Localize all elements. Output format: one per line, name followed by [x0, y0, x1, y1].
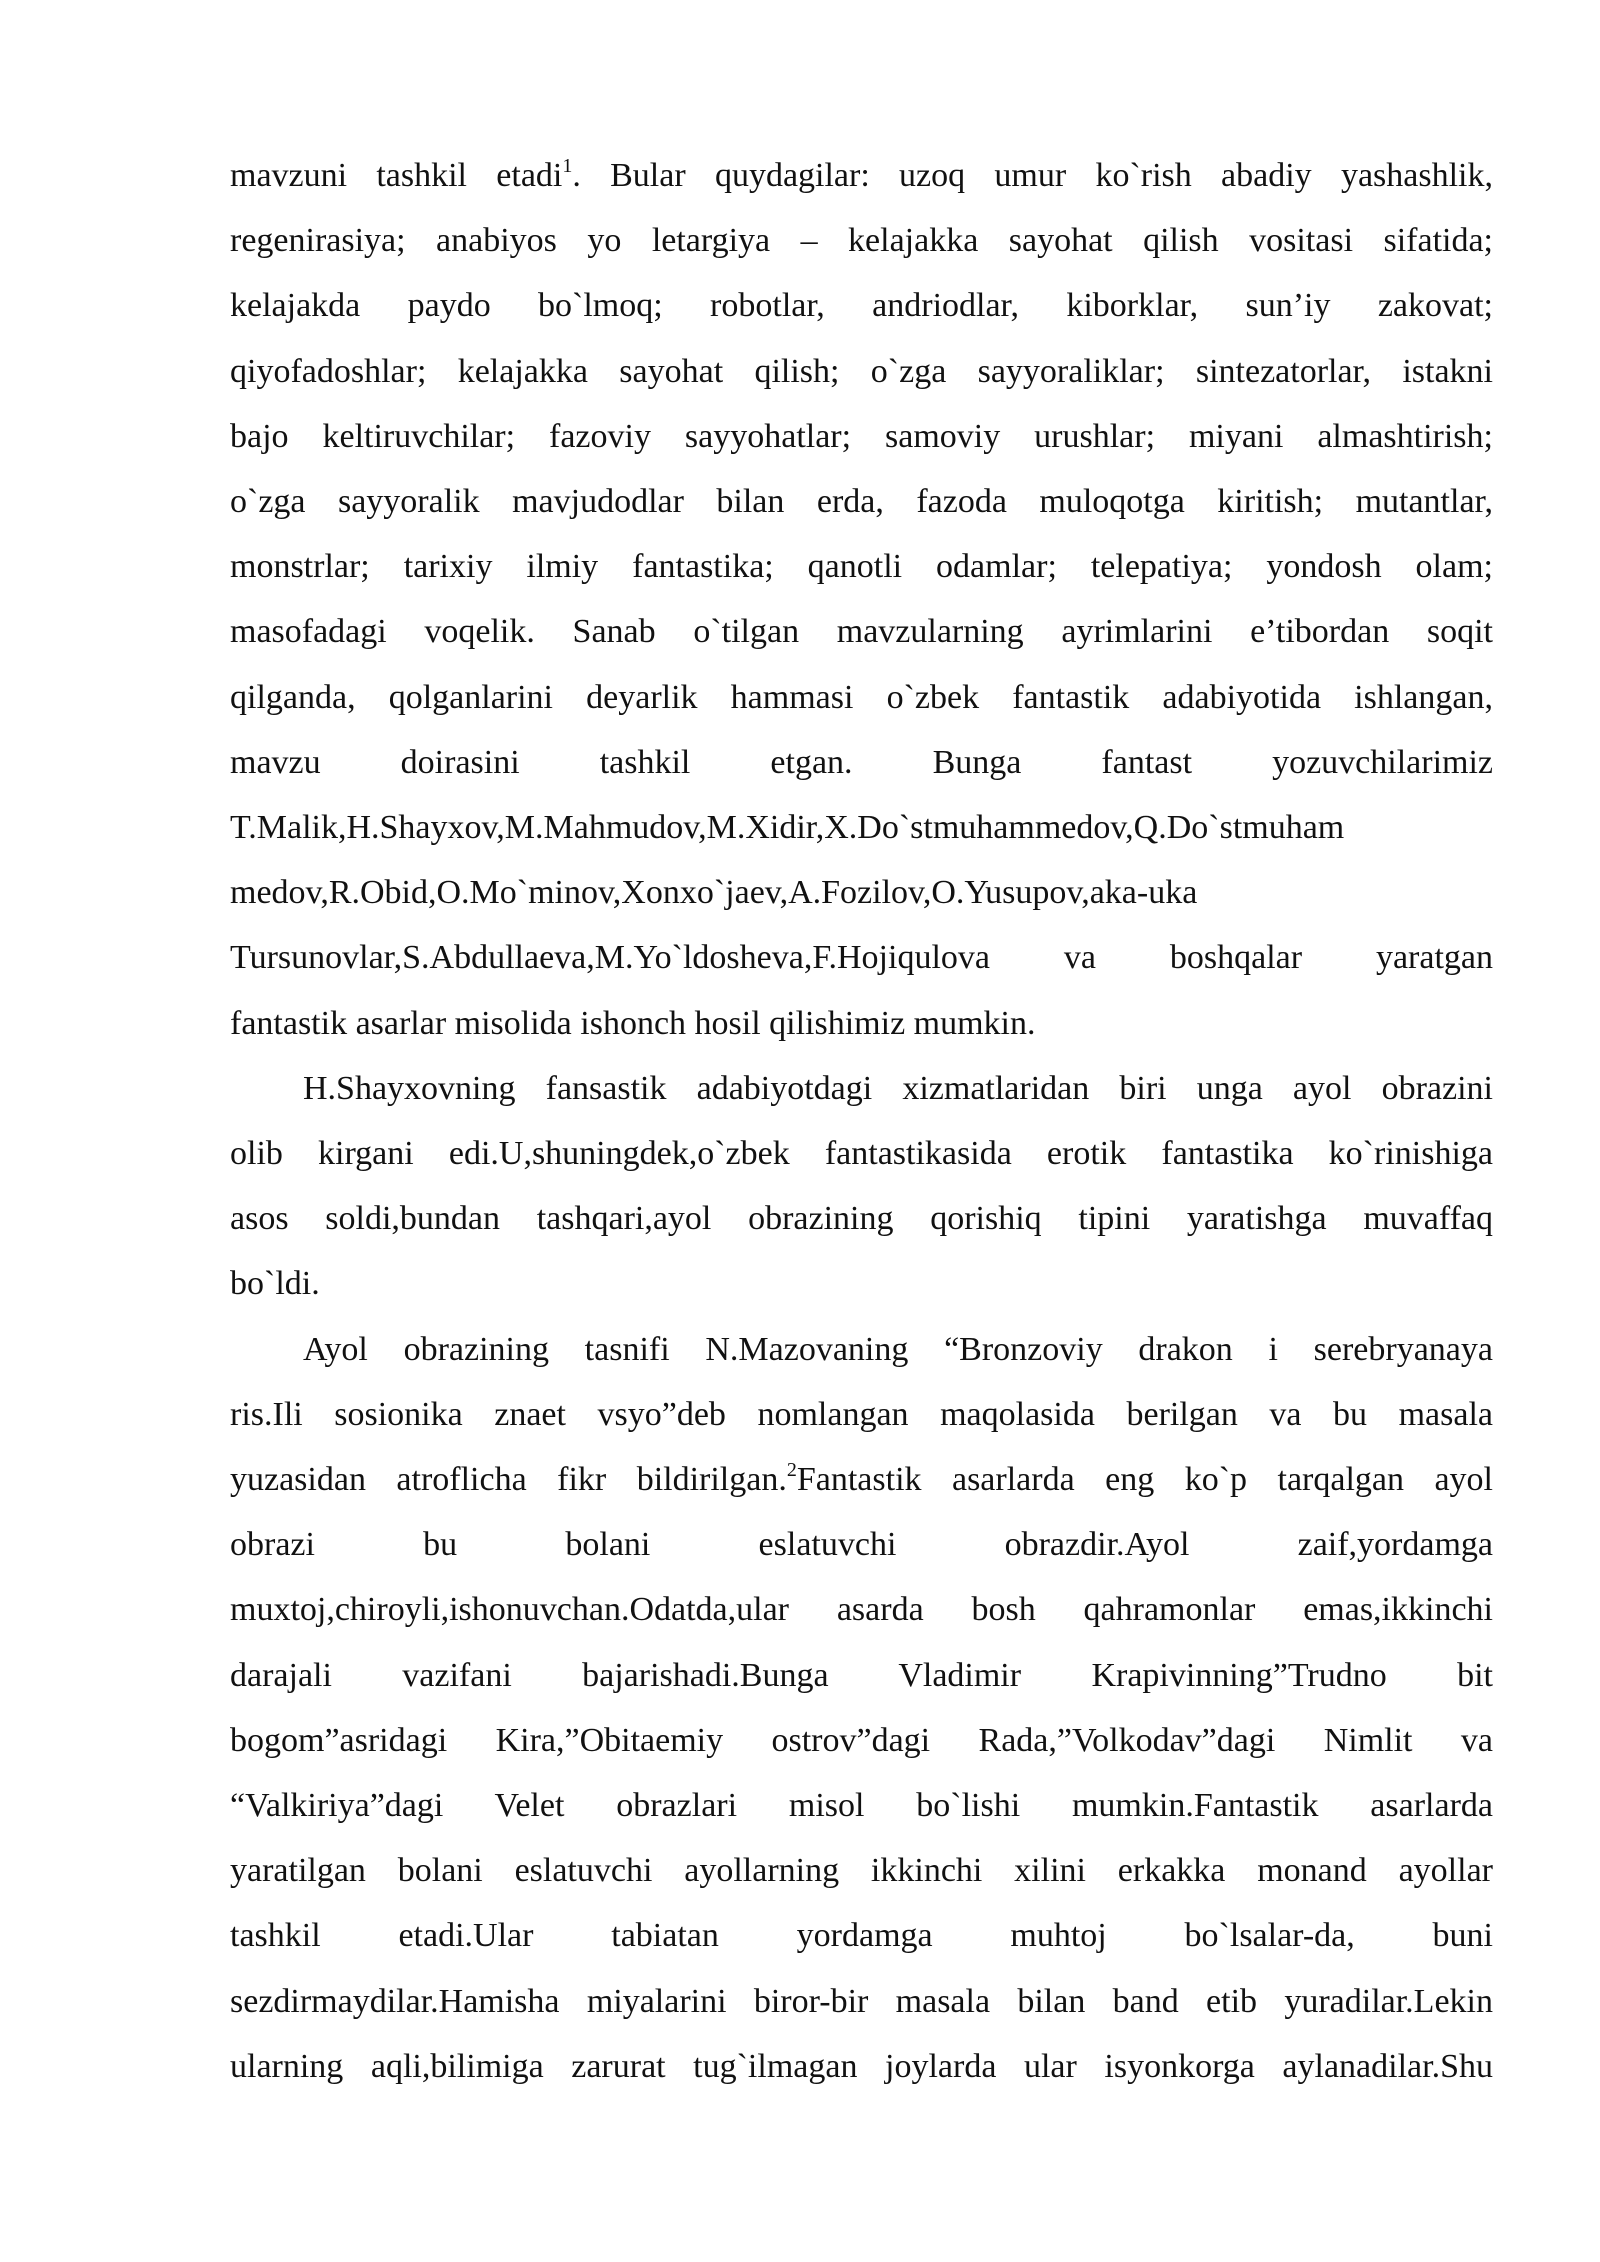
text-line: regenirasiya; anabiyos yo letargiya – kelajakka sayohat qilish vositasi sifatida; [230, 222, 1493, 260]
text-line: monstrlar; tarixiy ilmiy fantastika; qanotli odamlar; telepatiya; yondosh olam; [230, 548, 1493, 586]
text-line: obrazi bu bolani eslatuvchi obrazdir.Ayol zaif,yordamga [230, 1526, 1493, 1564]
text-line: asos soldi,bundan tashqari,ayol obrazining qorishiq tipini yaratishga muvaffaq [230, 1200, 1493, 1238]
footnote-ref-2[interactable]: 2 [786, 1458, 797, 1481]
paragraph-2 [230, 1056, 1493, 1317]
text-line: bogom”asridagi Kira,”Obitaemiy ostrov”dagi Rada,”Volkodav”dagi Nimlit va [230, 1721, 1493, 1759]
text-line: fantastik asarlar misolida ishonch hosil qilishimiz mumkin. [230, 1004, 1036, 1042]
text-line: muxtoj,chiroyli,ishonuvchan.Odatda,ular asarda bosh qahramonlar emas,ikkinchi [230, 1591, 1493, 1629]
text-line: medov,R.Obid,O.Mo`minov,Xonxo`jaev,A.Fozilov,O.Yusupov,aka-uka [230, 874, 1198, 912]
paragraph-1 [230, 143, 1493, 1056]
text-line: yaratilgan bolani eslatuvchi ayollarning ikkinchi xilini erkakka monand ayollar [230, 1852, 1493, 1890]
body-text [230, 143, 1493, 2099]
text-line: darajali vazifani bajarishadi.Bunga Vladimir Krapivinning”Trudno bit [230, 1656, 1493, 1694]
text-line: kelajakda paydo bo`lmoq; robotlar, andriodlar, kiborklar, sun’iy zakovat; [230, 287, 1493, 325]
text-line: qilganda, qolganlarini deyarlik hammasi o`zbek fantastik adabiyotida ishlangan, [230, 678, 1493, 716]
text-line: Tursunovlar,S.Abdullaeva,M.Yo`ldosheva,F.Hojiqulova va boshqalar yaratgan [230, 939, 1493, 977]
text-line: bajo keltiruvchilar; fazoviy sayyohatlar; samoviy urushlar; miyani almashtirish; [230, 417, 1493, 455]
text-line: mavzu doirasini tashkil etgan. Bunga fantast yozuvchilarimiz [230, 743, 1493, 781]
text-line: o`zga sayyoralik mavjudodlar bilan erda, fazoda muloqotga kiritish; mutantlar, [230, 483, 1493, 521]
text-line: “Valkiriya”dagi Velet obrazlari misol bo`lishi mumkin.Fantastik asarlarda [230, 1787, 1493, 1825]
text-line: Ayol obrazining tasnifi N.Mazovaning “Bronzoviy drakon i serebryanaya [303, 1330, 1493, 1368]
text-line: olib kirgani edi.U,shuningdek,o`zbek fantastikasida erotik fantastika ko`rinishiga [230, 1135, 1493, 1173]
text-line: ularning aqli,bilimiga zarurat tug`ilmagan joylarda ular isyonkorga aylanadilar.Shu [230, 2047, 1493, 2085]
text-line: sezdirmaydilar.Hamisha miyalarini biror-bir masala bilan band etib yuradilar.Lekin [230, 1982, 1493, 2020]
footnote-ref-1[interactable]: 1 [562, 154, 573, 177]
text-line: mavzuni tashkil etadi$^1$. Bular quydagilar: uzoq umur ko`rish abadiy yashashlik, [230, 154, 1493, 194]
paragraph-3 [230, 1317, 1493, 2099]
text-line: H.Shayxovning fansastik adabiyotdagi xizmatlaridan biri unga ayol obrazini [303, 1069, 1493, 1107]
text-line: ris.Ili sosionika znaet vsyo”deb nomlangan maqolasida berilgan va bu masala [230, 1395, 1493, 1433]
text-line: masofadagi voqelik. Sanab o`tilgan mavzularning ayrimlarini e’tibordan soqit [230, 613, 1493, 651]
text-line: qiyofadoshlar; kelajakka sayohat qilish; o`zga sayyoraliklar; sintezatorlar, istakni [230, 352, 1493, 390]
text-line: bo`ldi. [230, 1265, 320, 1303]
text-line: tashkil etadi.Ular tabiatan yordamga muhtoj bo`lsalar-da, buni [230, 1917, 1493, 1955]
text-line: T.Malik,H.Shayxov,M.Mahmudov,M.Xidir,X.Do`stmuhammedov,Q.Do`stmuham [230, 809, 1345, 847]
text-line: yuzasidan atroflicha fikr bildirilgan.$^2$Fantastik asarlarda eng ko`p tarqalgan ayol [230, 1458, 1493, 1499]
